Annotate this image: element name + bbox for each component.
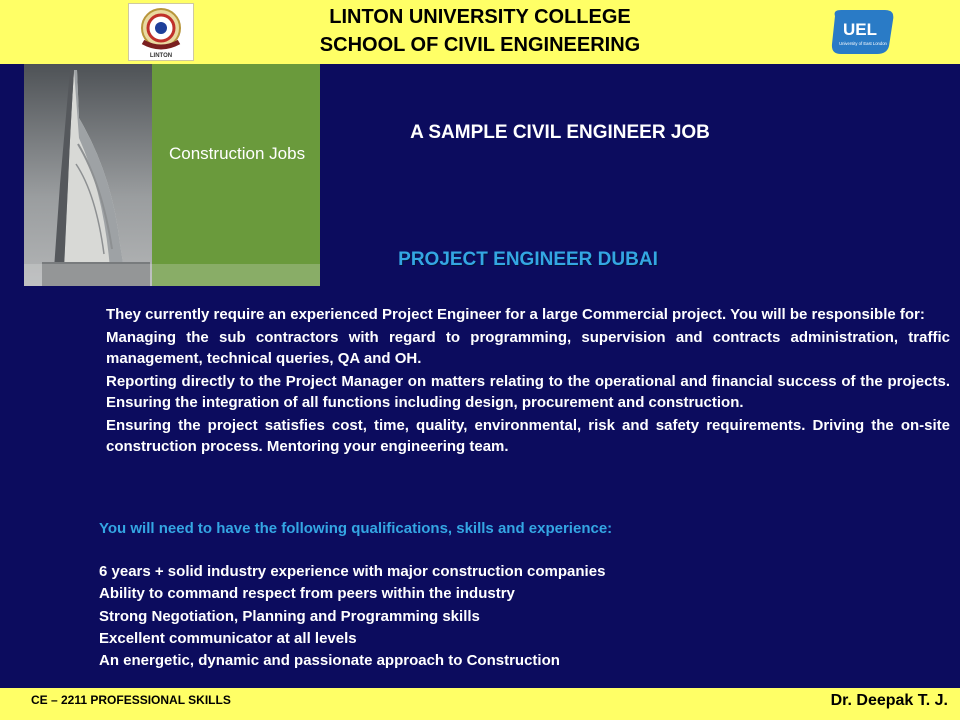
- uel-logo: [829, 8, 897, 56]
- course-code: CE – 2211 PROFESSIONAL SKILLS: [31, 693, 231, 707]
- uel-logo-text: UEL: [843, 20, 877, 39]
- qualifications-list: [99, 561, 919, 672]
- qualification-item: Ability to command respect from peers within the industry: [99, 585, 515, 603]
- qualification-item: An energetic, dynamic and passionate approach to Construction: [99, 652, 560, 670]
- job-subheading: PROJECT ENGINEER DUBAI: [398, 249, 658, 270]
- school-title: SCHOOL OF CIVIL ENGINEERING: [319, 34, 641, 56]
- uel-logo-subtext: University of East London: [839, 41, 887, 46]
- description-paragraph: Managing the sub contractors with regard to programming, supervision and contracts administration, traffic management, technical queries, QA and OH.: [106, 328, 950, 367]
- linton-logo-text: LINTON: [149, 53, 173, 59]
- job-title-heading: A SAMPLE CIVIL ENGINEER JOB: [410, 122, 710, 143]
- college-title: LINTON UNIVERSITY COLLEGE: [329, 6, 631, 28]
- description-paragraph: They currently require an experienced Project Engineer for a large Commercial project. You will be responsible for:: [106, 306, 925, 323]
- job-description: [106, 304, 950, 459]
- qualification-item: Strong Negotiation, Planning and Programming skills: [99, 607, 480, 625]
- qualification-item: Excellent communicator at all levels: [99, 629, 357, 647]
- description-paragraph: Ensuring the project satisfies cost, time, quality, environmental, risk and safety requirements. Driving the on-site construction process. Mentoring your engineering team.: [106, 416, 950, 455]
- description-paragraph: Reporting directly to the Project Manager on matters relating to the operational and financial success of the projects. Ensuring the integration of all functions including design, procurement and construction.: [106, 372, 950, 411]
- qualification-item: 6 years + solid industry experience with major construction companies: [99, 563, 606, 580]
- construction-jobs-image: [24, 64, 320, 286]
- qualifications-heading: You will need to have the following qualifications, skills and experience:: [99, 520, 613, 537]
- author-name: Dr. Deepak T. J.: [830, 692, 948, 709]
- slide-header: [0, 0, 960, 64]
- construction-jobs-caption: Construction Jobs: [169, 144, 306, 163]
